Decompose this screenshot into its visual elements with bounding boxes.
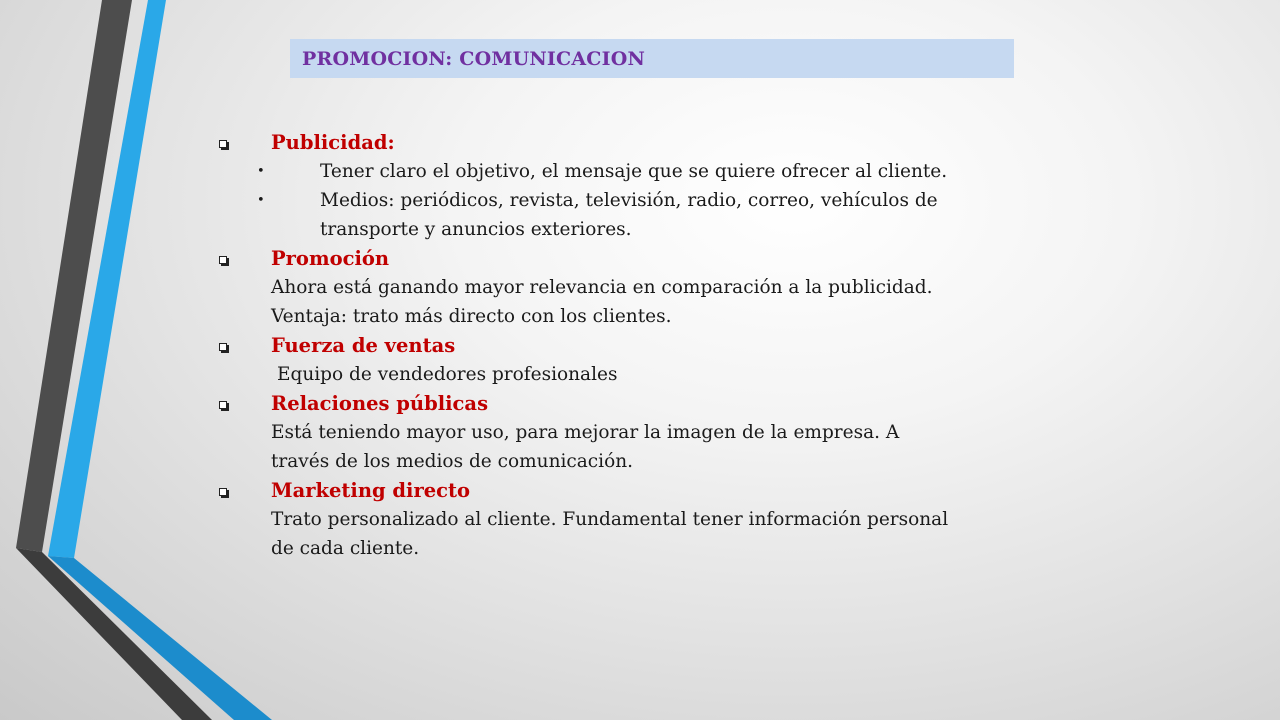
body-line: Ventaja: trato más directo con los clientes. [271,306,672,327]
heading-label: Promoción [271,247,390,270]
dot-bullet-icon: • [257,164,265,179]
bullet-text: transporte y anuncios exteriores. [320,219,632,240]
bullet-continuation [215,215,1015,244]
body-line: de cada cliente. [271,538,420,559]
square-bullet-icon [219,343,227,351]
title-bar [290,39,1014,78]
section-heading-fuerza-de-ventas [215,331,1015,360]
section-heading-relaciones-publicas [215,389,1015,418]
dark-stripe-lower [16,548,212,720]
bullet-line [215,186,1015,215]
bullet-text: Medios: periódicos, revista, televisión, radio, correo, vehículos de [320,190,938,211]
dot-bullet-icon: • [257,193,265,208]
body-line: Equipo de vendedores profesionales [277,364,618,385]
section-heading-marketing-directo [215,476,1015,505]
slide-title: PROMOCION: COMUNICACION [302,47,646,70]
heading-label: Fuerza de ventas [271,334,456,357]
bullet-line [215,157,1015,186]
body-line: Ahora está ganando mayor relevancia en comparación a la publicidad. [271,277,933,298]
body-line: través de los medios de comunicación. [271,451,634,472]
heading-label: Publicidad: [271,131,395,154]
square-bullet-icon [219,140,227,148]
slide-content [215,128,1015,563]
square-bullet-icon [219,256,227,264]
bullet-text: Tener claro el objetivo, el mensaje que se quiere ofrecer al cliente. [320,161,948,182]
section-heading-publicidad [215,128,1015,157]
square-bullet-icon [219,488,227,496]
body-line: Está teniendo mayor uso, para mejorar la imagen de la empresa. A [271,422,900,443]
heading-label: Marketing directo [271,479,471,502]
section-heading-promocion [215,244,1015,273]
square-bullet-icon [219,401,227,409]
heading-label: Relaciones públicas [271,392,489,415]
body-line: Trato personalizado al cliente. Fundamental tener información personal [271,509,949,530]
